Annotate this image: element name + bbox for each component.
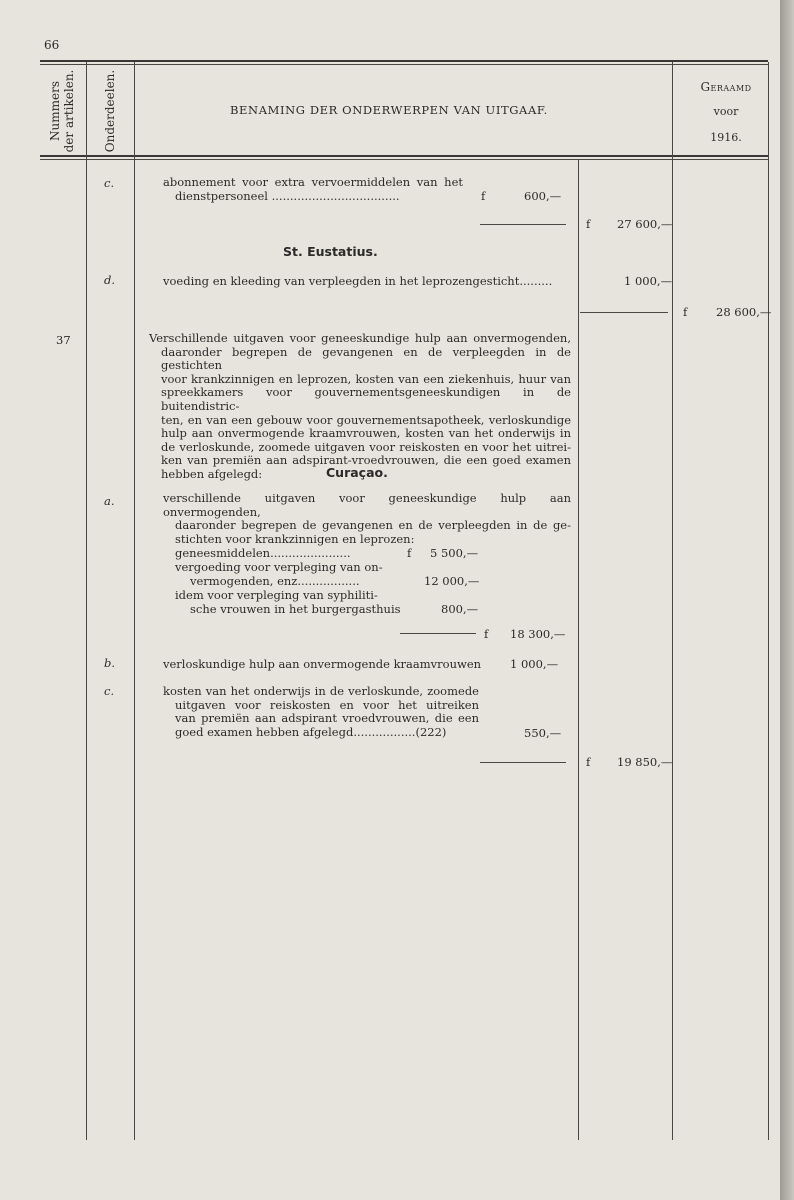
- entry-text: verloskundige hulp aan onvermogende kraamvrouwen: [163, 657, 482, 671]
- amount: 1 000,—: [510, 657, 559, 671]
- entry-letter: b.: [104, 656, 116, 670]
- total-rule: [580, 312, 668, 313]
- entry-letter: c.: [104, 684, 115, 698]
- item-label: idem voor verpleging van syphiliti-: [175, 588, 378, 602]
- header-onderdeelen: Onderdeelen.: [103, 69, 117, 153]
- subtotal-dash: [480, 762, 566, 763]
- item-label: geneesmiddelen......................: [175, 546, 351, 560]
- text-line: voor krankzinnigen en leprozen, kosten van een ziekenhuis, huur van: [161, 371, 571, 386]
- text-line: Verschillende uitgaven voor geneeskundige hulp aan onvermogenden,: [149, 331, 571, 345]
- text-line: daaronder begrepen de gevangenen en de verpleegden in de ge-: [175, 518, 571, 533]
- text-line: spreekkamers voor gouvernementsgeneeskundigen in de buitendistric-: [161, 385, 571, 413]
- page-edge-shadow: [780, 0, 794, 1200]
- text-line: ten, en van een gebouw voor gouvernementsapotheek, verloskundige: [161, 412, 571, 427]
- header-voor: voor: [713, 105, 739, 118]
- header-nummers-line1: Nummers: [48, 81, 62, 141]
- currency-mark: f: [586, 217, 591, 231]
- text-line: stichten voor krankzinnigen en leprozen:: [175, 531, 415, 546]
- header-bottom-rule: [40, 155, 768, 157]
- entry-text: abonnement voor extra vervoermiddelen van het: [163, 175, 464, 189]
- entry-text: voeding en kleeding van verpleegden in het leprozengesticht.........: [163, 274, 553, 288]
- amount: 550,—: [524, 726, 562, 740]
- text-line: kosten van het onderwijs in de verloskunde, zoomede: [163, 684, 479, 698]
- amount: 800,—: [441, 602, 479, 616]
- text-line: daaronder begrepen de gevangenen en de verpleegden in de gestichten: [161, 344, 571, 373]
- text-line: de verloskunde, zoomede uitgaven voor reiskosten en voor het uitrei-: [161, 439, 571, 454]
- text-line: goed examen hebben afgelegd.................(222): [175, 724, 447, 739]
- amount: 600,—: [524, 189, 562, 203]
- text-line: hulp aan onvermogende kraamvrouwen, kosten van het onderwijs in: [161, 426, 571, 441]
- amount: 19 850,—: [617, 755, 673, 769]
- entry-letter: a.: [104, 494, 115, 508]
- item-label: sche vrouwen in het burgergasthuis: [190, 602, 401, 616]
- item-label: vergoeding voor verpleging van on-: [175, 560, 383, 574]
- entry-description: [163, 685, 479, 739]
- amount: 28 600,—: [716, 305, 772, 319]
- article-description: [149, 332, 571, 482]
- text-line: hebben afgelegd:: [161, 466, 263, 481]
- top-rule: [40, 60, 768, 62]
- currency-mark: f: [586, 755, 591, 769]
- section-heading: St. Eustatius.: [283, 244, 378, 259]
- amount: 18 300,—: [510, 627, 566, 641]
- column-line-5: [768, 62, 769, 1140]
- currency-mark: f: [481, 189, 486, 203]
- header-nummers-line2: der artikelen.: [62, 69, 76, 153]
- header-year: 1916.: [710, 131, 742, 144]
- currency-mark: f: [407, 546, 412, 560]
- entry-letter: c.: [104, 176, 115, 190]
- subtotal-dash: [480, 224, 566, 225]
- section-heading: Curaçao.: [326, 465, 388, 480]
- top-rule-thin: [40, 64, 768, 65]
- header-benaming: BENAMING DER ONDERWERPEN VAN UITGAAF.: [230, 103, 548, 117]
- entry-description: [163, 492, 571, 546]
- page-number: 66: [44, 38, 60, 52]
- text-line: verschillende uitgaven voor geneeskundige hulp aan onvermogenden,: [163, 491, 571, 519]
- header-bottom-rule-thin: [40, 159, 768, 160]
- amount: 5 500,—: [430, 546, 479, 560]
- entry-text: dienstpersoneel ...................................: [175, 189, 400, 203]
- amount: 1 000,—: [624, 274, 673, 288]
- entry-letter: d.: [104, 273, 116, 287]
- header-geraamd: Geraamd: [700, 80, 752, 94]
- text-line: van premiën aan adspirant vroedvrouwen, die een: [175, 711, 479, 726]
- column-line-3: [578, 160, 579, 1140]
- item-label: vermogenden, enz.................: [190, 574, 360, 588]
- amount: 12 000,—: [424, 574, 480, 588]
- column-line-1: [86, 62, 87, 1140]
- column-line-2: [134, 62, 135, 1140]
- article-number: 37: [56, 333, 71, 347]
- text-line: ken van premiën aan adspirant-vroedvrouwen, die een goed examen: [161, 453, 571, 468]
- currency-mark: f: [484, 627, 489, 641]
- subtotal-rule: [400, 633, 476, 634]
- currency-mark: f: [683, 305, 688, 319]
- amount: 27 600,—: [617, 217, 673, 231]
- text-line: uitgaven voor reiskosten en voor het uitreiken: [175, 697, 479, 712]
- header-nummers: [48, 51, 78, 171]
